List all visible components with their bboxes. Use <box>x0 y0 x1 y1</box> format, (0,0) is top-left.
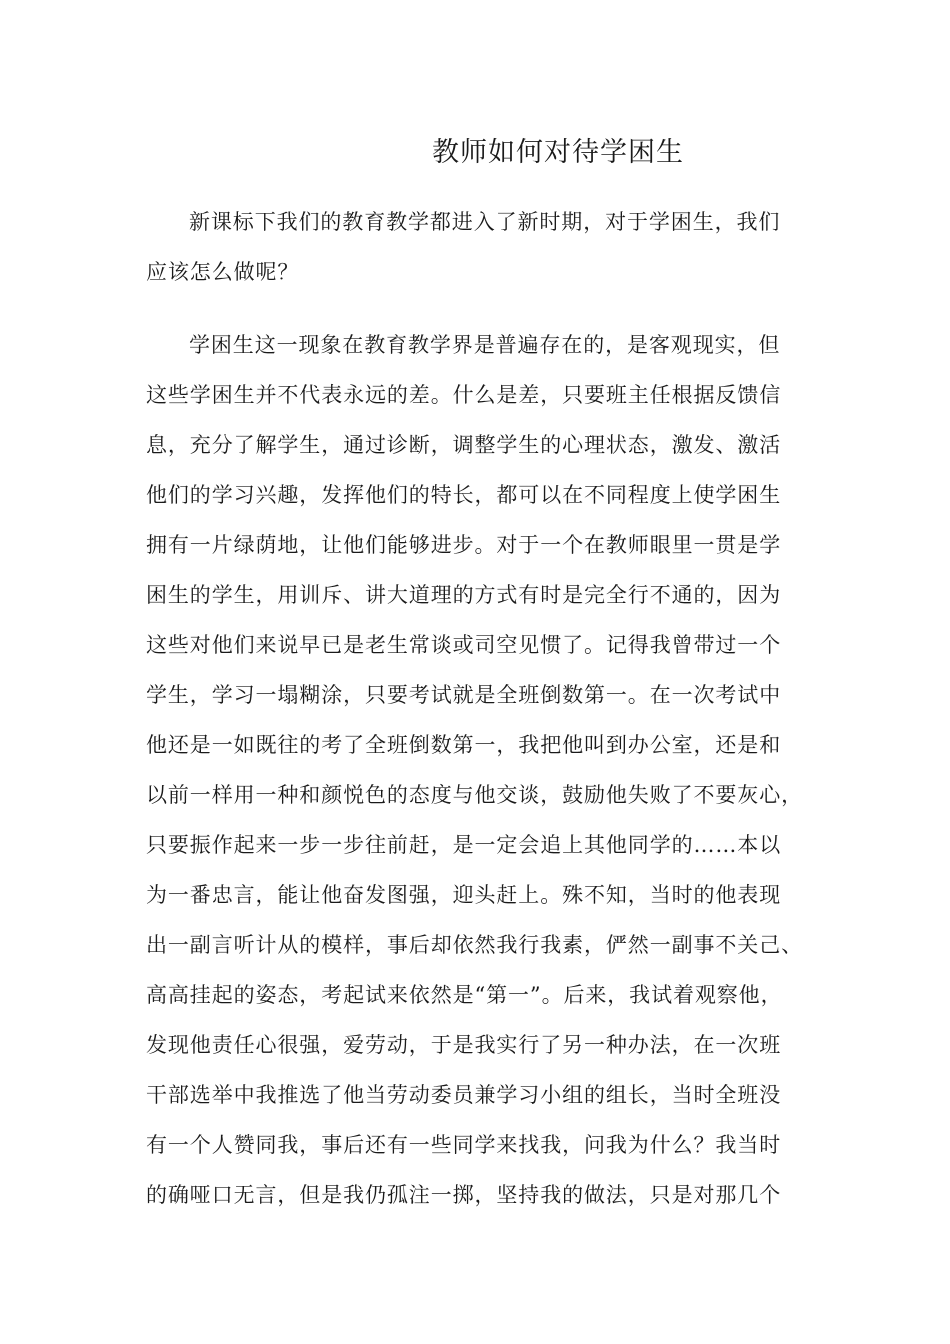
paragraph-line: 只要振作起来一步一步往前赶，是一定会追上其他同学的……本以 <box>146 833 782 857</box>
paragraph-line: 学生，学习一塌糊涂，只要考试就是全班倒数第一。在一次考试中 <box>146 683 782 707</box>
paragraph-line: 应该怎么做呢？ <box>146 260 300 284</box>
paragraph-line: 这些对他们来说早已是老生常谈或司空见惯了。记得我曾带过一个 <box>146 633 782 657</box>
paragraph-body <box>146 332 806 1232</box>
paragraph-line: 为一番忠言，能让他奋发图强，迎头赶上。殊不知，当时的他表现 <box>146 883 782 907</box>
paragraph-line: 的确哑口无言，但是我仍孤注一掷，坚持我的做法，只是对那几个 <box>146 1183 782 1207</box>
paragraph-line: 这些学困生并不代表永远的差。什么是差，只要班主任根据反馈信 <box>146 383 782 407</box>
paragraph-line: 有一个人赞同我，事后还有一些同学来找我，问我为什么？我当时 <box>146 1133 782 1157</box>
paragraph-line: 息，充分了解学生，通过诊断，调整学生的心理状态，激发、激活 <box>146 433 782 457</box>
paragraph-line: 拥有一片绿荫地，让他们能够进步。对于一个在教师眼里一贯是学 <box>146 533 782 557</box>
paragraph-line: 发现他责任心很强，爱劳动，于是我实行了另一种办法，在一次班 <box>146 1033 782 1057</box>
paragraph-line: 干部选举中我推选了他当劳动委员兼学习小组的组长，当时全班没 <box>146 1083 782 1107</box>
paragraph-line: 高高挂起的姿态，考起试来依然是“第一”。后来，我试着观察他， <box>146 983 783 1007</box>
paragraph-line: 新课标下我们的教育教学都进入了新时期，对于学困生，我们 <box>189 210 781 234</box>
paragraph-line: 以前一样用一种和颜悦色的态度与他交谈，鼓励他失败了不要灰心， <box>146 783 803 807</box>
paragraph-line: 学困生这一现象在教育教学界是普遍存在的，是客观现实，但 <box>189 333 781 357</box>
document-title: 教师如何对待学困生 <box>432 137 684 168</box>
paragraph-intro <box>146 209 806 309</box>
paragraph-line: 他还是一如既往的考了全班倒数第一，我把他叫到办公室，还是和 <box>146 733 782 757</box>
paragraph-line: 困生的学生，用训斥、讲大道理的方式有时是完全行不通的，因为 <box>146 583 782 607</box>
paragraph-line: 出一副言听计从的模样，事后却依然我行我素，俨然一副事不关己、 <box>146 933 803 957</box>
paragraph-line: 他们的学习兴趣，发挥他们的特长，都可以在不同程度上使学困生 <box>146 483 782 507</box>
